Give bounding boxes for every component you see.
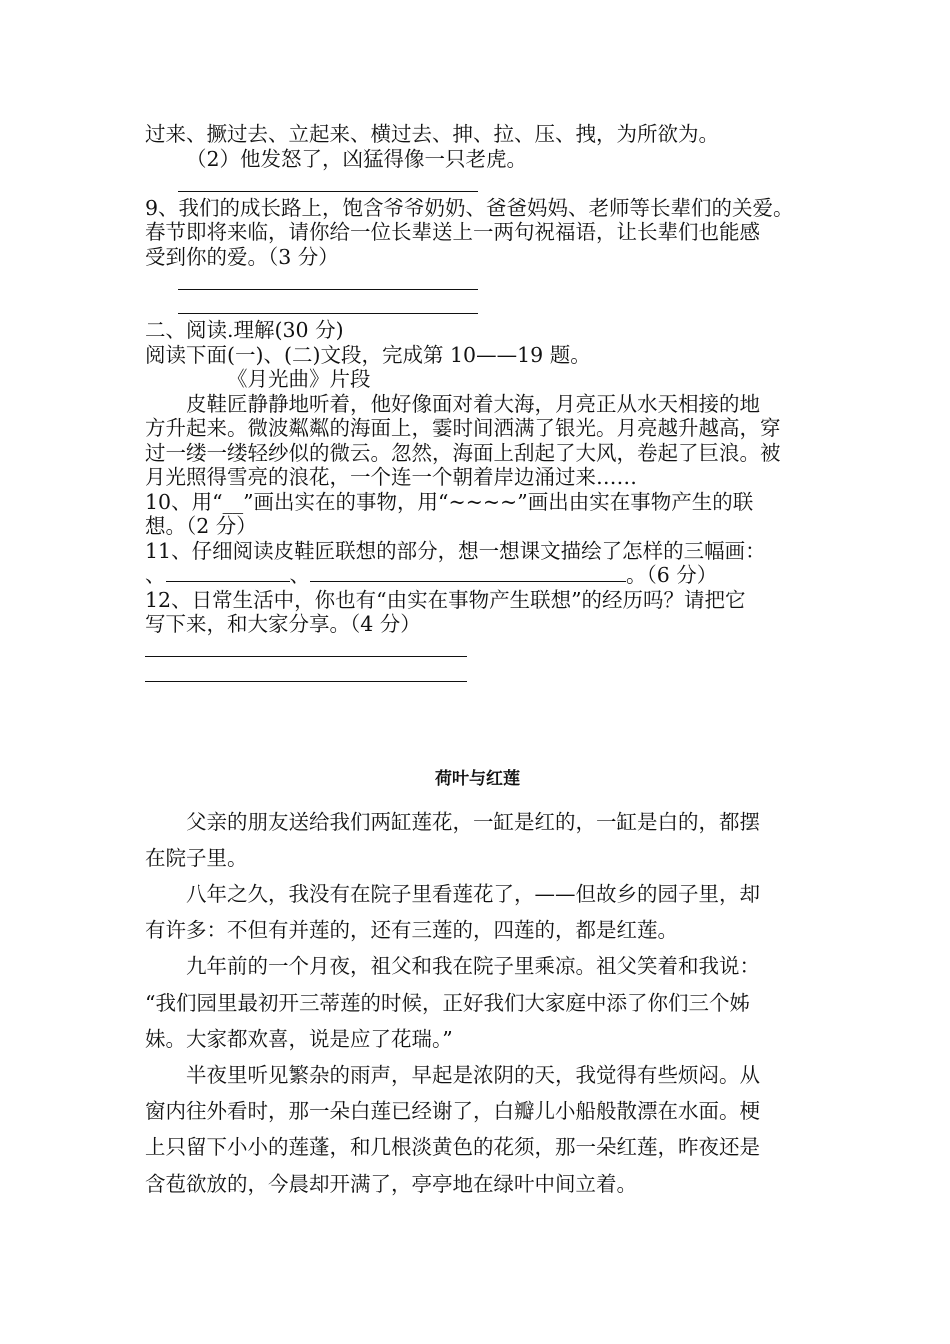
question-12-cont: 写下来，和大家分享。（4 分）	[145, 612, 421, 636]
story-line: 在院子里。	[145, 845, 248, 870]
story-line: “我们园里最初开三蒂莲的时候，正好我们大家庭中添了你们三个姊	[145, 990, 750, 1015]
question-9: 9、我们的成长路上，饱含爷爷奶奶、爸爸妈妈、老师等长辈们的关爱。	[145, 195, 794, 220]
separator: 、	[145, 563, 166, 587]
story-line: 含苞欲放的，今晨却开满了，亭亭地在绿叶中间立着。	[145, 1171, 637, 1196]
question-9-cont: 春节即将来临，请你给一位长辈送上一两句祝福语，让长辈们也能感	[145, 220, 760, 244]
answer-blank[interactable]	[166, 563, 290, 582]
story-line: 妹。大家都欢喜，说是应了花瑞。”	[145, 1026, 453, 1051]
text-line: （2）他发怒了，凶猛得像一只老虎。	[186, 146, 528, 171]
reading-instruction: 阅读下面(一)、(二)文段，完成第 10——19 题。	[145, 342, 591, 367]
story-line: 九年前的一个月夜，祖父和我在院子里乘凉。祖父笑着和我说：	[186, 954, 760, 979]
question-11: 11、仔细阅读皮鞋匠联想的部分，想一想课文描绘了怎样的三幅画：	[145, 538, 766, 563]
passage-line: 方升起来。微波粼粼的海面上，霎时间洒满了银光。月亮越升越高，穿	[145, 416, 781, 440]
passage-line: 皮鞋匠静静地听着，他好像面对着大海，月亮正从水天相接的地	[186, 391, 760, 416]
question-12: 12、日常生活中，你也有“由实在事物产生联想”的经历吗？请把它	[145, 587, 746, 612]
question-10: 10、用“__”画出实在的事物，用“~~~~”画出由实在事物产生的联	[145, 489, 754, 514]
answer-line[interactable]	[145, 637, 810, 662]
document-page	[145, 122, 810, 1202]
story-line: 有许多：不但有并莲的，还有三莲的，四莲的，都是红莲。	[145, 918, 678, 943]
story-line: 半夜里听见繁杂的雨声，早起是浓阴的天，我觉得有些烦闷。从	[186, 1062, 760, 1087]
story-line: 八年之久，我没有在院子里看莲花了，——但故乡的园子里，却	[186, 881, 760, 906]
answer-line[interactable]	[145, 294, 810, 319]
score-note: 。（6 分）	[626, 563, 718, 587]
story-line: 父亲的朋友送给我们两缸莲花，一缸是红的，一缸是白的，都摆	[186, 809, 760, 834]
story-line: 窗内往外看时，那一朵白莲已经谢了，白瓣儿小船般散漂在水面。梗	[145, 1099, 760, 1124]
passage-title: 《月光曲》片段	[227, 367, 371, 391]
question-10-cont: 想。（2 分）	[145, 514, 257, 538]
question-11-blanks	[145, 563, 810, 588]
answer-blank[interactable]	[310, 563, 626, 582]
text-line: 过来、撅过去、立起来、横过去、抻、拉、压、拽，为所欲为。	[145, 122, 719, 146]
section-heading: 二、阅读.理解(30 分)	[145, 318, 344, 342]
answer-line[interactable]	[145, 269, 810, 294]
answer-line[interactable]	[145, 661, 810, 686]
passage-line: 月光照得雪亮的浪花，一个连一个朝着岸边涌过来……	[145, 465, 637, 489]
passage-line: 过一缕一缕轻纱似的微云。忽然，海面上刮起了大风，卷起了巨浪。被	[145, 440, 781, 465]
story-line: 上只留下小小的莲蓬，和几根淡黄色的花须，那一朵红莲，昨夜还是	[145, 1135, 760, 1160]
story-title: 荷叶与红莲	[435, 768, 520, 789]
separator: 、	[289, 563, 310, 587]
question-9-cont: 受到你的爱。（3 分）	[145, 244, 339, 269]
answer-line[interactable]	[145, 171, 810, 196]
